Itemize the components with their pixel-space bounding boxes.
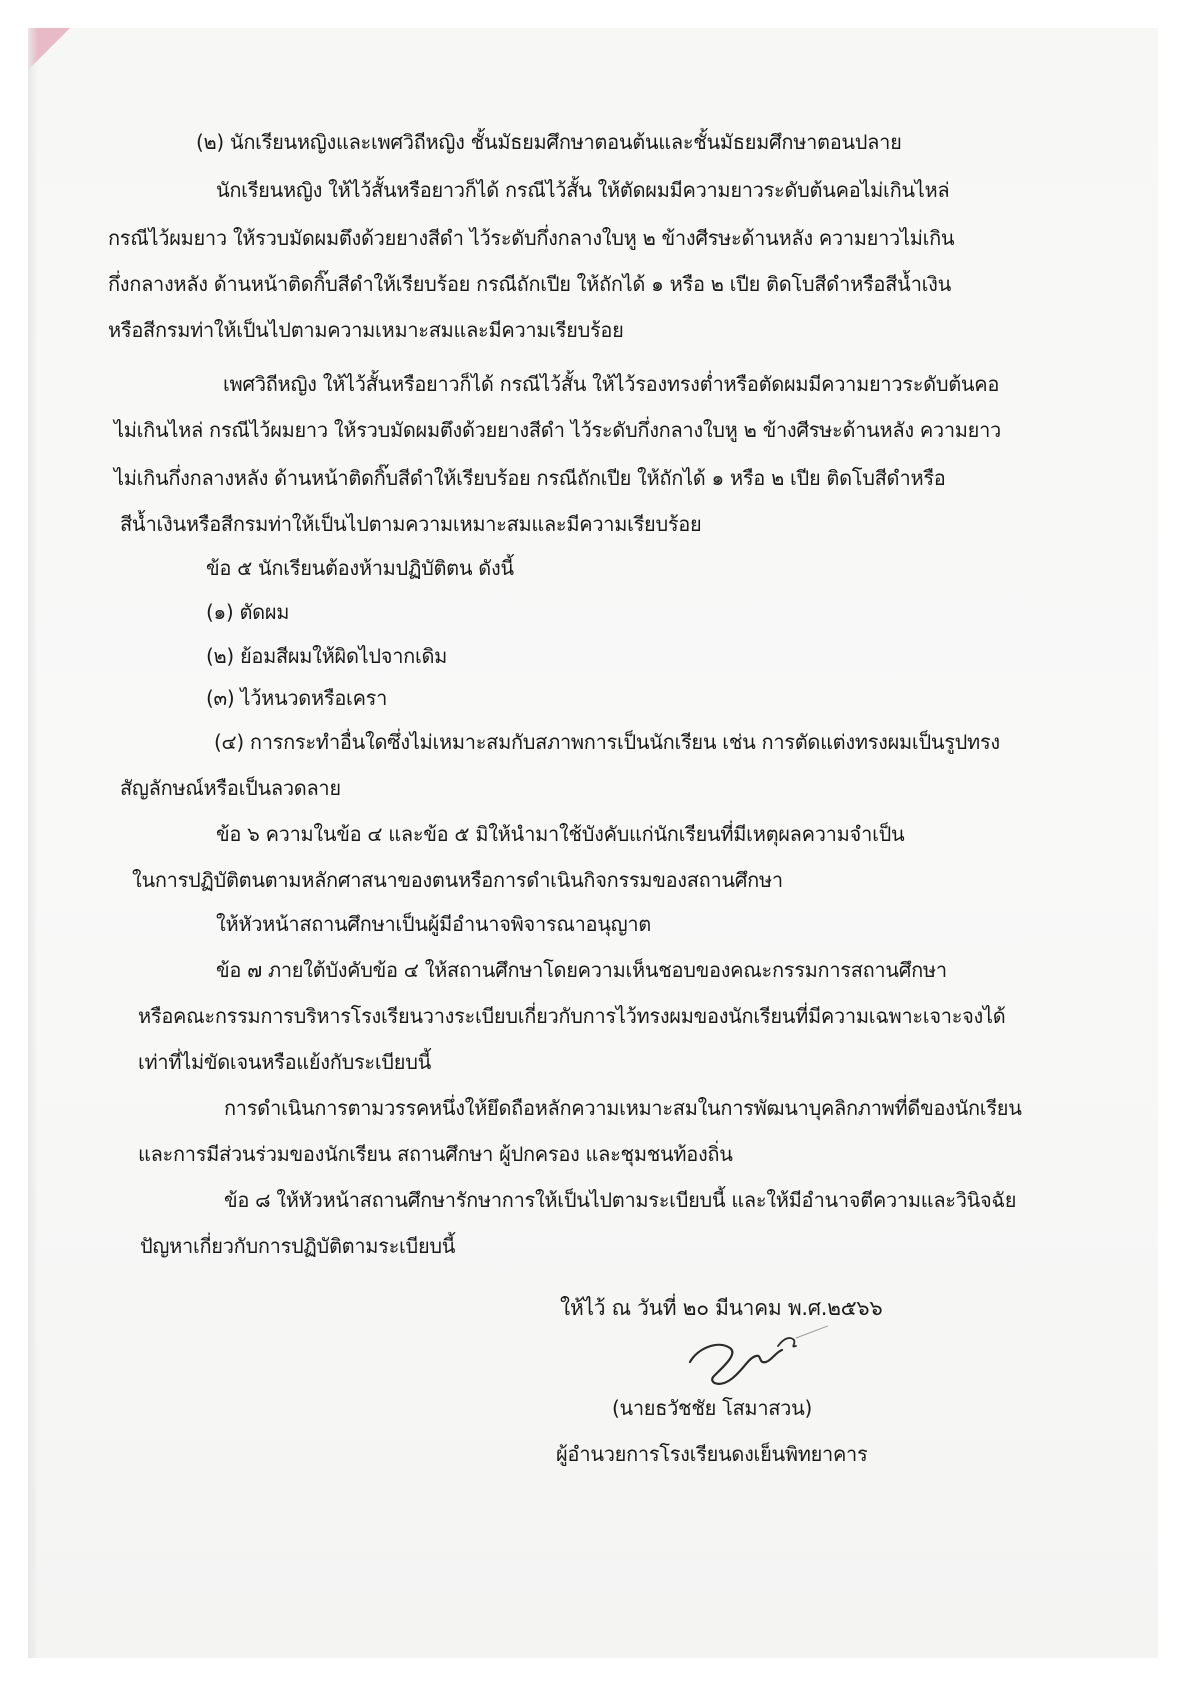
paragraph-line-6: เพศวิถีหญิง ให้ไว้สั้นหรือยาวก็ได้ กรณีไว้สั้น ให้ไว้รองทรงต่ำหรือตัดผมมีความยาวระดับต้นคอ	[223, 372, 1000, 396]
clause-5-heading: ข้อ ๕ นักเรียนต้องห้ามปฏิบัติตน ดังนี้	[206, 556, 514, 580]
clause-7-para-2-line-1: การดำเนินการตามวรรคหนึ่งให้ยึดถือหลักความเหมาะสมในการพัฒนาบุคลิกภาพที่ดีของนักเรียน	[224, 1096, 1022, 1120]
clause-6-line-2: ในการปฏิบัติตนตามหลักศาสนาของตนหรือการดำเนินกิจกรรมของสถานศึกษา	[132, 868, 783, 892]
page-edge-shadow	[28, 28, 38, 1658]
clause-7-line-2: หรือคณะกรรมการบริหารโรงเรียนวางระเบียบเกี่ยวกับการไว้ทรงผมของนักเรียนที่มีความเฉพาะเจาะจงได้	[138, 1004, 1006, 1028]
clause-8-line-2: ปัญหาเกี่ยวกับการปฏิบัติตามระเบียบนี้	[140, 1234, 456, 1258]
clause-6-line-3: ให้หัวหน้าสถานศึกษาเป็นผู้มีอำนาจพิจารณาอนุญาต	[216, 912, 651, 936]
signer-name: (นายธวัชชัย โสมาสวน)	[612, 1396, 812, 1420]
clause-5-item-4: (๔) การกระทำอื่นใดซึ่งไม่เหมาะสมกับสภาพการเป็นนักเรียน เช่น การตัดแต่งทรงผมเป็นรูปทรง	[214, 730, 1000, 754]
paragraph-line-8: ไม่เกินกึ่งกลางหลัง ด้านหน้าติดกิ๊บสีดำให้เรียบร้อย กรณีถักเปีย ให้ถักได้ ๑ หรือ ๒ เปีย ติดโบสีดำหรือ	[114, 466, 946, 490]
paragraph-line-3: กรณีไว้ผมยาว ให้รวบมัดผมตึงด้วยยางสีดำ ไว้ระดับกึ่งกลางใบหู ๒ ข้างศีรษะด้านหลัง ความยาวไม่เกิน	[108, 226, 955, 250]
issue-date: ให้ไว้ ณ วันที่ ๒๐ มีนาคม พ.ศ.๒๕๖๖	[560, 1296, 883, 1320]
clause-5-item-4-cont: สัญลักษณ์หรือเป็นลวดลาย	[120, 776, 341, 800]
clause-7-line-1: ข้อ ๗ ภายใต้บังคับข้อ ๔ ให้สถานศึกษาโดยความเห็นชอบของคณะกรรมการสถานศึกษา	[216, 958, 947, 982]
paragraph-line-2: นักเรียนหญิง ให้ไว้สั้นหรือยาวก็ได้ กรณีไว้สั้น ให้ตัดผมมีความยาวระดับต้นคอไม่เกินไหล่	[216, 178, 950, 202]
paragraph-line-4: กึ่งกลางหลัง ด้านหน้าติดกิ๊บสีดำให้เรียบร้อย กรณีถักเปีย ให้ถักได้ ๑ หรือ ๒ เปีย ติดโบสีดำหรือสีน้ำเงิน	[108, 272, 952, 296]
clause-5-item-3: (๓) ไว้หนวดหรือเครา	[206, 686, 388, 710]
clause-5-item-1: (๑) ตัดผม	[206, 600, 290, 624]
paragraph-line-9: สีน้ำเงินหรือสีกรมท่าให้เป็นไปตามความเหมาะสมและมีความเรียบร้อย	[120, 512, 702, 536]
paragraph-line-1: (๒) นักเรียนหญิงและเพศวิถีหญิง ชั้นมัธยมศึกษาตอนต้นและชั้นมัธยมศึกษาตอนปลาย	[196, 130, 902, 154]
clause-7-para-2-line-2: และการมีส่วนร่วมของนักเรียน สถานศึกษา ผู้ปกครอง และชุมชนท้องถิ่น	[138, 1142, 733, 1166]
clause-8-line-1: ข้อ ๘ ให้หัวหน้าสถานศึกษารักษาการให้เป็นไปตามระเบียบนี้ และให้มีอำนาจตีความและวินิจฉัย	[224, 1188, 1017, 1212]
signer-position: ผู้อำนวยการโรงเรียนดงเย็นพิทยาคาร	[556, 1442, 868, 1466]
document-page	[28, 28, 1158, 1658]
paragraph-line-7: ไม่เกินไหล่ กรณีไว้ผมยาว ให้รวบมัดผมตึงด้วยยางสีดำ ไว้ระดับกึ่งกลางใบหู ๒ ข้างศีรษะด้านหลัง ความยาว	[114, 418, 1001, 442]
clause-5-item-2: (๒) ย้อมสีผมให้ผิดไปจากเดิม	[206, 644, 448, 668]
clause-6-line-1: ข้อ ๖ ความในข้อ ๔ และข้อ ๕ มิให้นำมาใช้บังคับแก่นักเรียนที่มีเหตุผลความจำเป็น	[216, 822, 905, 846]
paragraph-line-5: หรือสีกรมท่าให้เป็นไปตามความเหมาะสมและมีความเรียบร้อย	[108, 318, 624, 342]
clause-7-line-3: เท่าที่ไม่ขัดเจนหรือแย้งกับระเบียบนี้	[138, 1050, 431, 1074]
